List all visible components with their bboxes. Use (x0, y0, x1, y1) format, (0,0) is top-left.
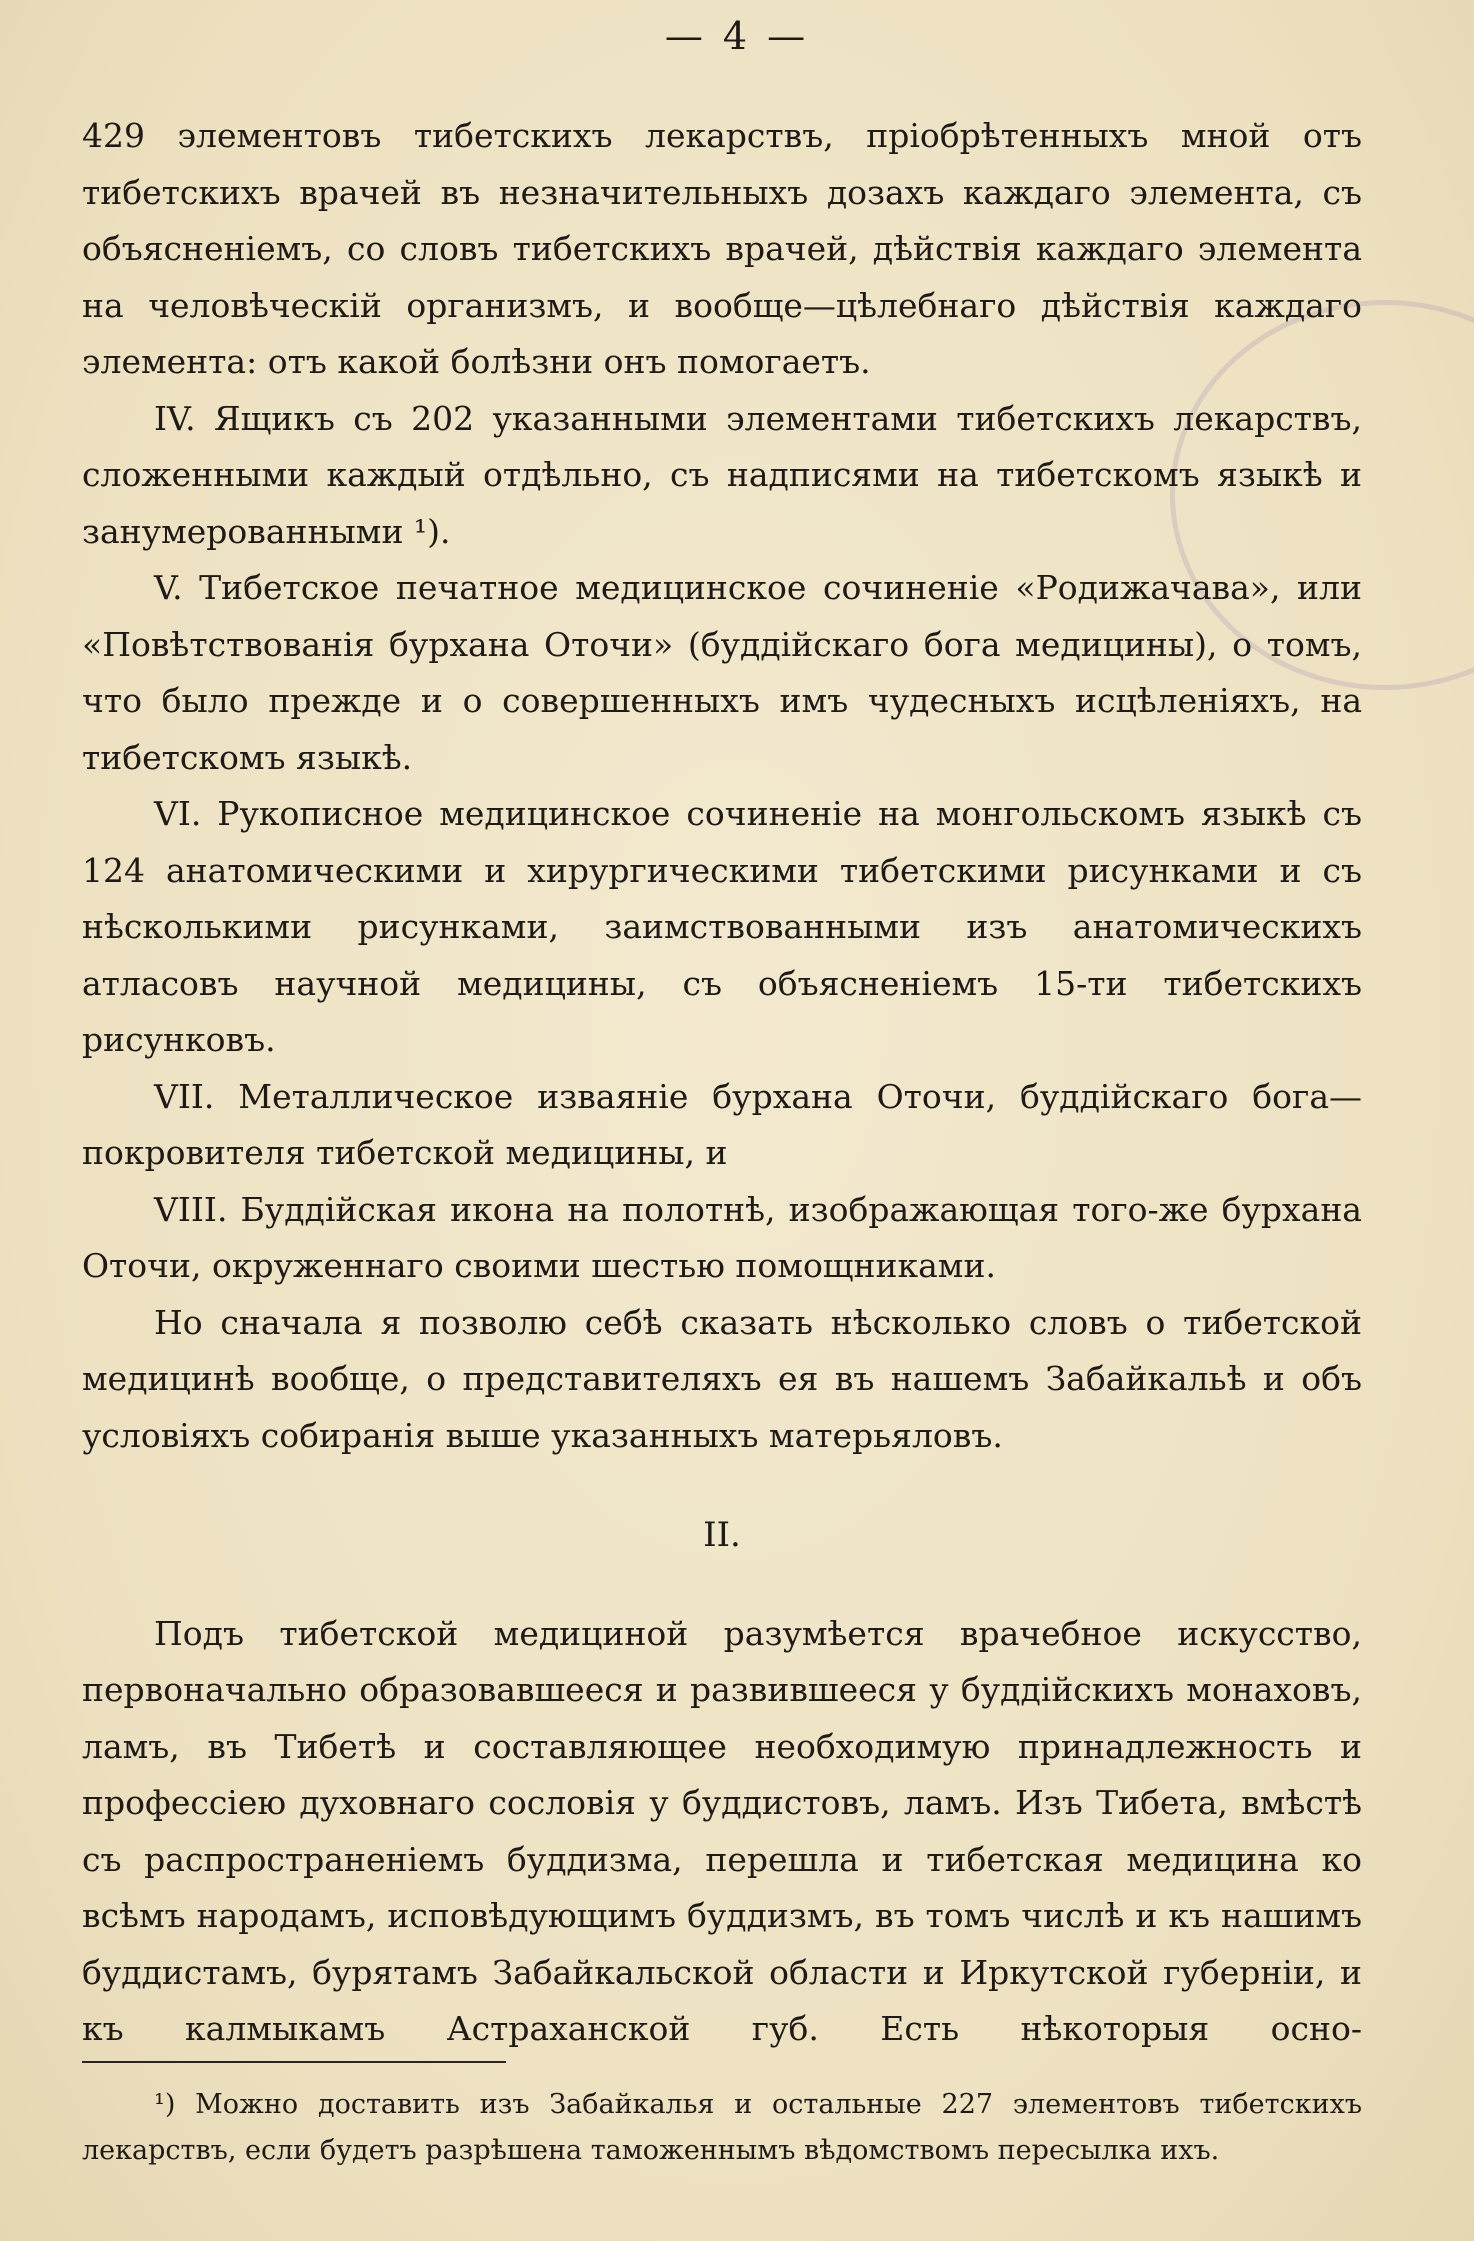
paragraph-item-vii: VII. Металлическое изваяніе бурхана Оточи, буддійскаго бога—покровителя тибетской медицины, и (82, 1076, 1362, 1172)
paragraph-section-ii: Подъ тибетской медициной разумѣется врачебное искусство, первоначально образовавшееся и развившееся у буддійскихъ монаховъ, ламъ, въ Тибетѣ и составляющее необходимую принадлежность и профессіею духовнаго сословія у буддистовъ, ламъ. Изъ Тибета, вмѣстѣ съ распространеніемъ буддизма, перешла и тибетская медицина ко всѣмъ народамъ, исповѣдующимъ буддизмъ, въ томъ числѣ и къ нашимъ буддистамъ, бурятамъ Забайкальской области и Иркутской губерніи, и къ калмыкамъ Астраханской губ. Есть нѣкоторыя осно- (82, 1613, 1362, 2048)
section-heading: II. (703, 1515, 741, 1555)
page-number: — 4 — (664, 14, 810, 58)
paragraph-item-vi: VI. Рукописное медицинское сочиненіе на монгольскомъ языкѣ съ 124 анатомическими и хирургическими тибетскими рисунками и съ нѣсколькими рисунками, заимствованными изъ анатомическихъ атласовъ научной медицины, съ объясненіемъ 15-ти тибетскихъ рисунковъ. (82, 794, 1362, 1059)
footnote-text: ¹) Можно доставить изъ Забайкалья и остальные 227 элементовъ тибетскихъ лекарствъ, если будетъ разрѣшена таможеннымъ вѣдомствомъ пересылка ихъ. (82, 2089, 1362, 2166)
paragraph-transition: Но сначала я позволю себѣ сказать нѣсколько словъ о тибетской медицинѣ вообще, о представителяхъ ея въ нашемъ Забайкальѣ и объ условіяхъ собиранія выше указанныхъ матерьяловъ. (82, 1302, 1362, 1455)
paragraph-item-v: V. Тибетское печатное медицинское сочиненіе «Родижачава», или «Повѣтствованія бурхана Оточи» (буддійскаго бога медицины), о томъ, что было прежде и о совершенныхъ имъ чудесныхъ исцѣленіяхъ, на тибетскомъ языкѣ. (82, 568, 1362, 777)
paragraph-item-iv: IV. Ящикъ съ 202 указанными элементами тибетскихъ лекарствъ, сложенными каждый отдѣльно, съ надписями на тибетскомъ языкѣ и занумерованными ¹). (82, 398, 1362, 551)
paragraph-item-viii: VIII. Буддійская икона на полотнѣ, изображающая того-же бурхана Оточи, окруженнаго своими шестью помощниками. (82, 1189, 1362, 1285)
main-text (82, 108, 1362, 2058)
footnote-divider (82, 2061, 506, 2063)
paragraph-continued: 429 элементовъ тибетскихъ лекарствъ, пріобрѣтенныхъ мной отъ тибетскихъ врачей въ незначительныхъ дозахъ каждаго элемента, съ объясненіемъ, со словъ тибетскихъ врачей, дѣйствія каждаго элемента на человѣческій организмъ, и вообще—цѣлебнаго дѣйствія каждаго элемента: отъ какой болѣзни онъ помогаетъ. (82, 116, 1362, 381)
footnote (82, 2082, 1362, 2174)
